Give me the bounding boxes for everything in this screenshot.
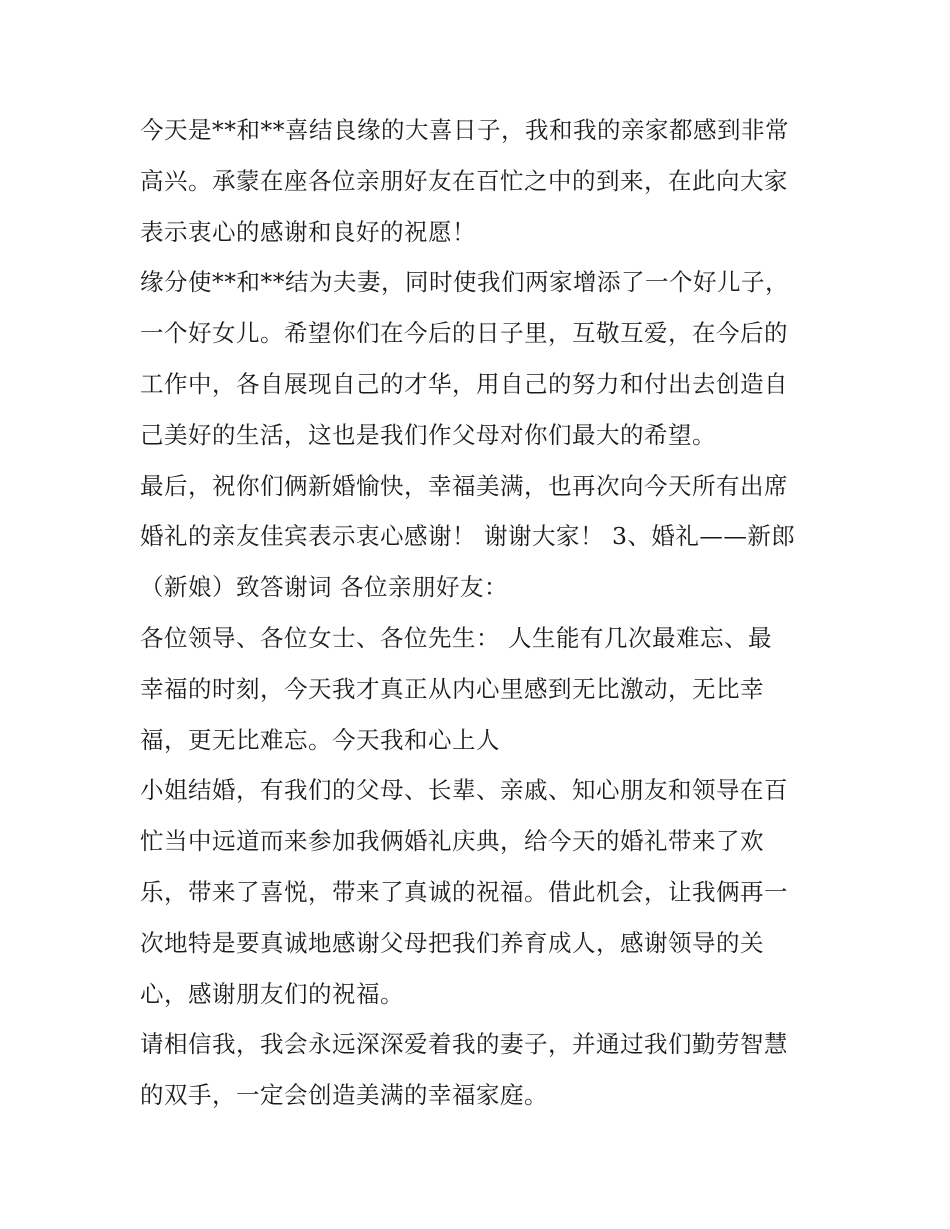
text-line: 工作中，各自展现自己的才华，用自己的努力和付出去创造自: [140, 369, 788, 398]
text-line: 乐，带来了喜悦，带来了真诚的祝福。借此机会，让我俩再一: [140, 877, 788, 906]
text-line: 次地特是要真诚地感谢父母把我们养育成人，感谢领导的关: [140, 928, 764, 957]
text-line: 今天是**和**喜结良缘的大喜日子，我和我的亲家都感到非常: [140, 116, 789, 144]
text-line: 最后，祝你们俩新婚愉快，幸福美满，也再次向今天所有出席: [140, 471, 788, 500]
document-body: [140, 105, 812, 1121]
text-line: 各位领导、各位女士、各位先生： 人生能有几次最难忘、最: [140, 623, 772, 652]
text-line: 忙当中远道而来参加我俩婚礼庆典，给今天的婚礼带来了欢: [140, 827, 764, 856]
text-line: 缘分使**和**结为夫妻，同时使我们两家增添了一个好儿子，: [140, 268, 789, 297]
text-line: 一个好女儿。希望你们在今后的日子里，互敬互爱，在今后的: [140, 319, 788, 348]
text-line: 婚礼的亲友佳宾表示衷心感谢！ 谢谢大家！ 3、婚礼——新郎: [140, 522, 796, 551]
text-line: 己美好的生活，这也是我们作父母对你们最大的希望。: [140, 420, 716, 449]
text-line: 福，更无比难忘。今天我和心上人: [140, 725, 500, 754]
text-line: 的双手，一定会创造美满的幸福家庭。: [140, 1081, 548, 1110]
text-line: 幸福的时刻，今天我才真正从内心里感到无比激动，无比幸: [140, 674, 764, 703]
text-line: （新娘）致答谢词 各位亲朋好友：: [140, 573, 508, 602]
text-line: 小姐结婚，有我们的父母、长辈、亲戚、知心朋友和领导在百: [140, 776, 788, 805]
text-line: 请相信我，我会永远深深爱着我的妻子，并通过我们勤劳智慧: [140, 1030, 788, 1059]
text-line: 表示衷心的感谢和良好的祝愿！: [140, 217, 476, 246]
text-line: 高兴。承蒙在座各位亲朋好友在百忙之中的到来，在此向大家: [140, 166, 788, 195]
text-line: 心，感谢朋友们的祝福。: [140, 979, 404, 1008]
